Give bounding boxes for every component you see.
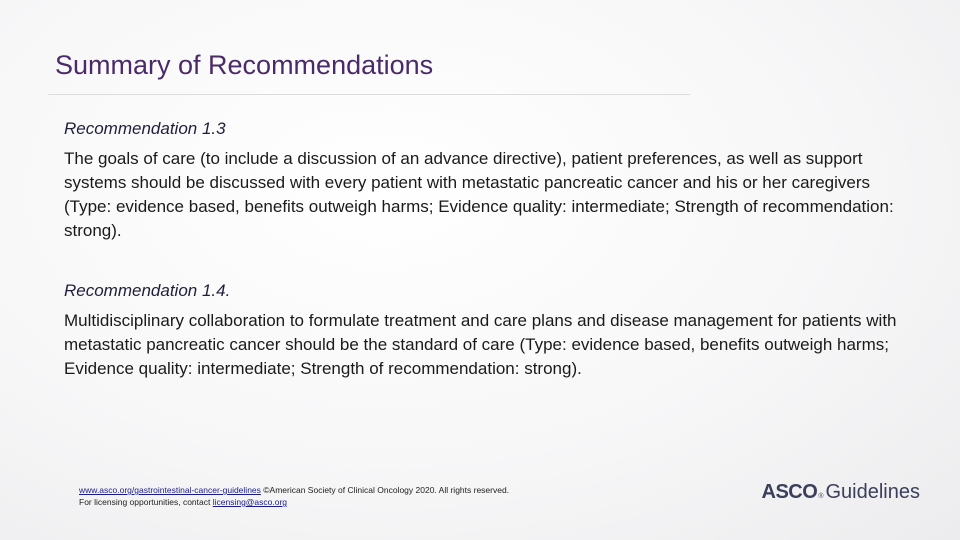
recommendation-1-4 (64, 279, 914, 381)
slide-title: Summary of Recommendations (55, 50, 434, 80)
logo-registered-mark: ® (818, 493, 824, 500)
guidelines-link[interactable]: www.asco.org/gastrointestinal-cancer-guidelines (79, 485, 261, 495)
recommendation-heading: Recommendation 1.4. (64, 281, 231, 300)
recommendation-1-3 (64, 117, 914, 243)
logo-brand: ASCO (761, 481, 818, 503)
licensing-text: For licensing opportunities, contact (79, 497, 213, 507)
licensing-email-link[interactable]: licensing@asco.org (212, 497, 288, 507)
copyright-text: ©American Society of Clinical Oncology 2020. All rights reserved. (260, 485, 510, 495)
footer-line-2 (79, 496, 509, 508)
recommendation-heading: Recommendation 1.3 (64, 119, 226, 138)
title-divider (48, 94, 690, 95)
recommendation-text: Multidisciplinary collaboration to formulate treatment and care plans and disease management for patients with metastatic pancreatic cancer should be the standard of care (Type: evidence based, benefits outweigh harms; Evidence quality: intermediate; Strength of recommendation: strong). (64, 311, 897, 378)
logo-product: Guidelines (825, 481, 920, 503)
recommendation-text: The goals of care (to include a discussion of an advance directive), patient preferences, as well as support systems should be discussed with every patient with metastatic pancreatic cancer and his or her caregivers (Type: evidence based, benefits outweigh harms; Evidence quality: intermediate; Strength of recommendation: strong). (64, 149, 894, 240)
asco-guidelines-logo (762, 481, 920, 504)
footer (79, 484, 509, 508)
footer-line-1 (79, 484, 509, 496)
